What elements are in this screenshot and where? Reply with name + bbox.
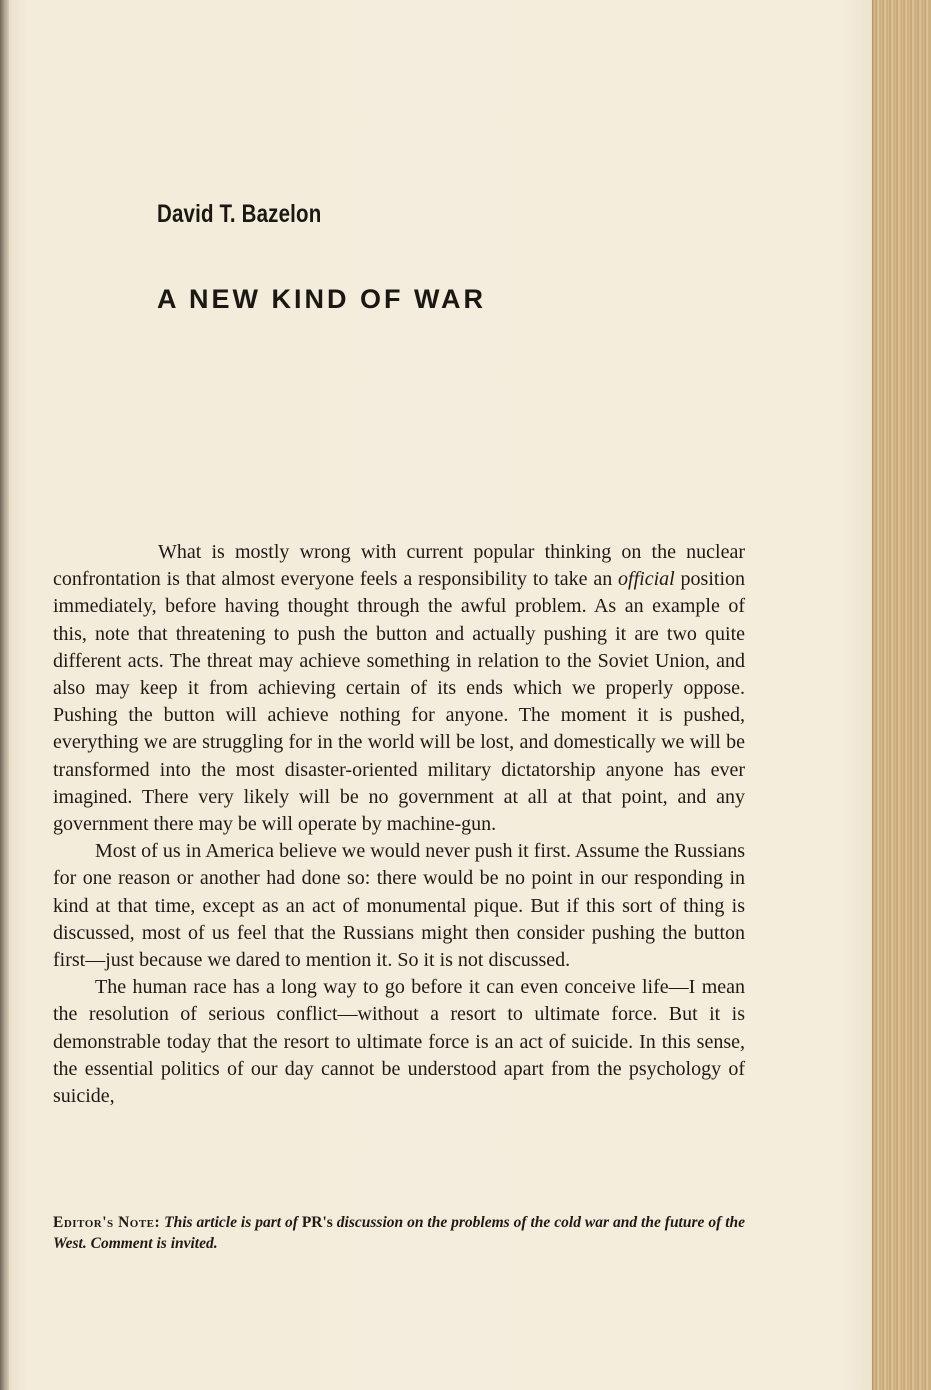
paragraph-2: Most of us in America believe we would never push it first. Assume the Russians for one reason or another had done so: there would be no point in our responding in kind at that time, except as an act of monumental pique. But if this sort of thing is discussed, most of us feel that the Russians might then consider pushing the button first—just because we dared to mention it. So it is not discussed. (53, 840, 745, 972)
article-body (53, 539, 745, 1110)
paragraph-1-start: What is mostly wrong with current popular thinking on the nuclear confrontation is that almost everyone feels a responsibility to take an (53, 541, 745, 591)
editors-note-text-1: This article is part of (164, 1214, 298, 1231)
editors-note-abbreviation: PR's (301, 1214, 333, 1231)
book-binding-shadow (0, 0, 9, 1390)
article-author: David T. Bazelon (157, 200, 322, 228)
page-stack-edge (872, 0, 931, 1390)
paragraph-3: The human race has a long way to go before it can even conceive life—I mean the resolution of serious conflict—without a resort to ultimate force. But it is demonstrable today that the resort to ultimate force is an act of suicide. In this sense, the essential politics of our day cannot be understood apart from the psychology of suicide, (53, 976, 745, 1108)
editors-note (53, 1212, 745, 1254)
editors-note-text-2: discussion on the problems of the cold war and the future of the West. Comment is invited. (53, 1214, 746, 1252)
article-title: A NEW KIND OF WAR (157, 284, 486, 314)
paragraph-1 (53, 539, 745, 838)
editors-note-label: Editor's Note: (53, 1214, 161, 1231)
paragraph-1-italic-word: official (618, 568, 675, 591)
paragraph-1-rest: position immediately, before having thought through the awful problem. As an example of this, note that threatening to push the button and actually pushing it are two quite different acts. The threat may achieve something in relation to the Soviet Union, and also may keep it from achieving certain of its ends which we properly oppose. Pushing the button will achieve nothing for anyone. The moment it is pushed, everything we are struggling for in the world will be lost, and domestically we will be transformed into the most disaster-oriented military dictatorship anyone has ever imagined. There very likely will be no government at all at that point, and any government there may be will operate by machine-gun. (53, 568, 745, 836)
